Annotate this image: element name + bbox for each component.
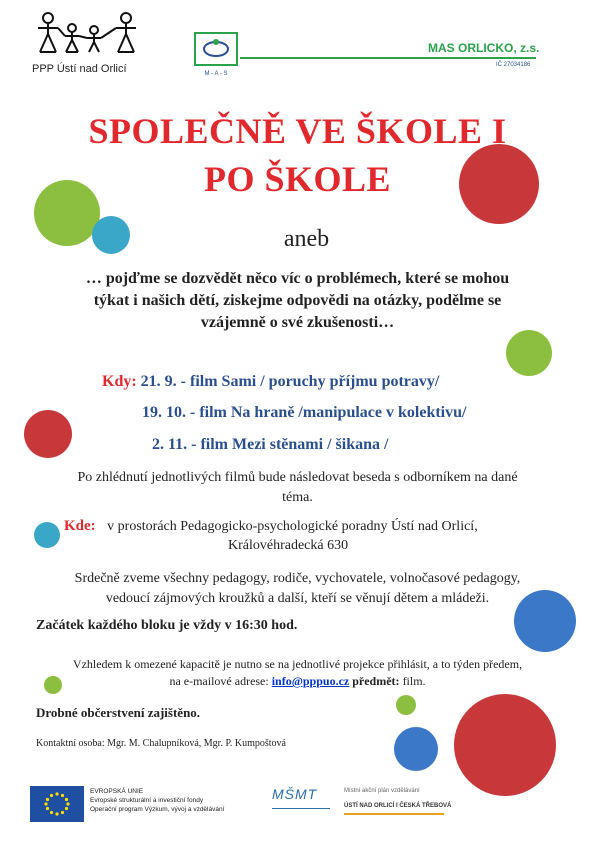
- eu-text: [90, 787, 224, 814]
- intro-line-3: vzájemně o své zkušenosti…: [200, 314, 395, 331]
- family-figures-icon: [32, 12, 150, 56]
- mas-logo: [194, 32, 238, 76]
- plan-rule: [344, 813, 444, 815]
- schedule-item-1: 21. 9. - film Sami / poruchy příjmu potravy/: [140, 373, 440, 390]
- ppp-label: PPP Ústí nad Orlicí: [32, 63, 127, 75]
- red-circle-left-mid: [24, 410, 72, 458]
- title-line-1: SPOLEČNĚ VE ŠKOLE I: [88, 111, 507, 151]
- eu-logo: [30, 786, 84, 822]
- discussion-paragraph: [30, 468, 565, 508]
- msmt-mark: MŠMT: [272, 786, 318, 802]
- teal-circle-left-small: [34, 522, 60, 548]
- subject-label: předmět:: [349, 674, 400, 688]
- eu-line-1: EVROPSKÁ UNIE: [90, 788, 144, 795]
- plan-line-1: Místní akční plán vzdělávání: [344, 788, 420, 794]
- kde-label: Kde:: [64, 518, 96, 534]
- mas-orlicko-name: MAS ORLICKO, z.s.: [428, 41, 540, 55]
- green-circle-right-mid: [506, 330, 552, 376]
- email-link[interactable]: info@pppuo.cz: [271, 674, 350, 688]
- title-line-2: PO ŠKOLE: [203, 159, 392, 199]
- eu-stars-icon: [30, 786, 84, 822]
- mas-badge: M - A - S: [204, 71, 228, 77]
- intro-line-1: … pojďme se dozvědět něco víc o problémech, které se mohou: [85, 270, 510, 287]
- discussion-line-2: téma.: [282, 490, 313, 505]
- msmt-rule: [272, 808, 330, 809]
- schedule-item-3: 2. 11. - film Mezi stěnami / šikana /: [152, 436, 389, 453]
- plan-line-2: ÚSTÍ NAD ORLICÍ I ČESKÁ TŘEBOVÁ: [344, 803, 452, 809]
- header-rule: [240, 57, 536, 59]
- registration-line-2: [20, 673, 575, 690]
- mas-emblem-icon: [194, 32, 238, 66]
- mas-ic: IČ 27034186: [496, 62, 531, 68]
- red-circle-right-bottom: [454, 694, 556, 796]
- contacts: Kontaktní osoba: Mgr. M. Chalupníková, Mgr. P. Kumpoštová: [36, 738, 286, 749]
- subject-value: film.: [399, 674, 426, 688]
- location-row-1: [64, 518, 478, 535]
- location-line-1: v prostorách Pedagogicko-psychologické poradny Ústí nad Orlicí,: [107, 519, 478, 534]
- kdy-label: Kdy:: [102, 373, 137, 390]
- location-line-2: Královéhradecká 630: [228, 538, 349, 553]
- eu-line-2: Evropské strukturální a investiční fondy: [90, 797, 204, 804]
- registration-prefix: na e-mailové adrese:: [169, 674, 272, 688]
- discussion-line-1: Po zhlédnutí jednotlivých filmů bude následovat beseda s odborníkem na dané: [77, 470, 518, 485]
- intro-paragraph: [20, 268, 575, 334]
- invite-line-1: Srdečně zveme všechny pedagogy, rodiče, vychovatele, volnočasové pedagogy,: [74, 571, 521, 586]
- start-time: Začátek každého bloku je vždy v 16:30 hod.: [36, 618, 298, 633]
- plan-logo: [344, 787, 451, 815]
- blue-circle-right-bottom: [394, 727, 438, 771]
- registration-line-1: Vzhledem k omezené kapacitě je nutno se na jednotlivé projekce přihlásit, a to týden předem,: [72, 657, 523, 671]
- registration-paragraph: [20, 656, 575, 690]
- invite-line-2: vedoucí zájmových kroužků a další, kteří se věnují dětem a mládeži.: [105, 591, 490, 606]
- msmt-logo: [272, 786, 332, 826]
- green-circle-right-small: [396, 695, 416, 715]
- intro-line-2: týkat i našich dětí, ziskejme odpovědi na otázky, podělme se: [93, 292, 502, 309]
- eu-line-3: Operační program Výzkum, vývoj a vzdělávání: [90, 806, 225, 813]
- aneb-text: aneb: [283, 226, 330, 252]
- refreshments: Drobné občerstvení zajištěno.: [36, 705, 201, 720]
- schedule-item-2: 19. 10. - film Na hraně /manipulace v kolektivu/: [142, 404, 467, 421]
- ppp-logo: [32, 12, 152, 74]
- invite-paragraph: [20, 569, 575, 609]
- schedule-row-1: [102, 373, 439, 391]
